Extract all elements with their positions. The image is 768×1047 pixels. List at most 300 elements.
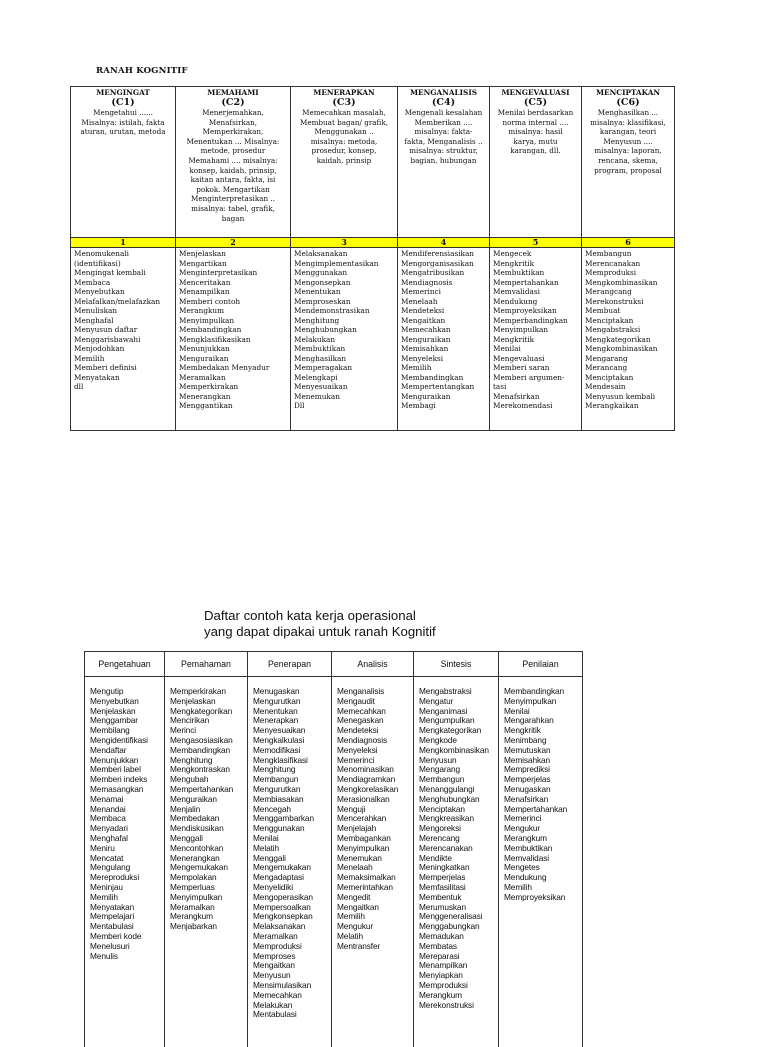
- verb-item: Mengukur: [504, 824, 578, 834]
- verb-item: Merencang: [419, 834, 494, 844]
- verb-item: Merekomendasi: [493, 401, 578, 411]
- table2-title-line1: Daftar contoh kata kerja operasional: [204, 608, 436, 624]
- t1-number-cell: 5: [490, 238, 582, 248]
- t2-header-cell: Analisis: [332, 652, 414, 677]
- verb-item: Mengarang: [419, 765, 494, 775]
- verb-item: Memberi contoh: [179, 297, 287, 307]
- verb-item: Merinci: [170, 726, 243, 736]
- level-description-line: Memberikan ....: [400, 118, 487, 128]
- verb-item: Mengaudit: [337, 697, 409, 707]
- table1-header-row: [71, 87, 675, 238]
- verb-item: Menafsirkan: [493, 392, 578, 402]
- verb-item: Mempertentangkan: [401, 382, 486, 392]
- verb-item: Mengulang: [90, 863, 160, 873]
- table2-verbs-row: [85, 677, 583, 1047]
- verb-item: Membandingkan: [170, 746, 243, 756]
- level-description-line: rencana, skema,: [584, 156, 672, 166]
- verb-item: Mengecek: [493, 249, 578, 259]
- verb-item: Merekonstruksi: [419, 1001, 494, 1011]
- verb-item: Menegaskan: [337, 716, 409, 726]
- table2-title-line2: yang dapat dipakai untuk ranah Kognitif: [204, 624, 436, 640]
- t2-verbs-cell: [499, 677, 583, 1047]
- t1-verbs-cell: [71, 248, 176, 431]
- level-description-line: misalnya: metoda,: [293, 137, 395, 147]
- verb-item: Membagi: [401, 401, 486, 411]
- verb-item: Memasangkan: [90, 785, 160, 795]
- verb-item: Mengemukakan: [253, 863, 327, 873]
- verb-item: Merumuskan: [419, 903, 494, 913]
- verb-item: Mengkombinasikan: [585, 278, 671, 288]
- verb-item: Menampilkan: [419, 961, 494, 971]
- t1-number-cell: 4: [398, 238, 490, 248]
- verb-item: Merangkum: [179, 306, 287, 316]
- verb-item: (identifikasi): [74, 259, 172, 269]
- t2-header-cell: Sintesis: [414, 652, 499, 677]
- verb-item: Memproduksi: [253, 942, 327, 952]
- level-description-line: misalnya: klasifikasi,: [584, 118, 672, 128]
- verb-item: Menghafal: [90, 834, 160, 844]
- verb-item: Mendeteksi: [337, 726, 409, 736]
- verb-item: Mengoperasikan: [253, 893, 327, 903]
- level-description-line: Menerjemahkan,: [178, 108, 288, 118]
- verb-item: Menjelaskan: [90, 707, 160, 717]
- verb-item: Mengasosiasikan: [170, 736, 243, 746]
- verb-item: Mempertahankan: [504, 805, 578, 815]
- verb-item: Mengidentifikasi: [90, 736, 160, 746]
- verb-item: Mengemukakan: [170, 863, 243, 873]
- level-description-line: Menghasilkan ...: [584, 108, 672, 118]
- verb-item: Mereproduksi: [90, 873, 160, 883]
- t1-header-cell: [71, 87, 176, 238]
- level-description-line: misalnya: laporan,: [584, 146, 672, 156]
- verb-item: Menerapkan: [253, 716, 327, 726]
- table2-header-row: [85, 652, 583, 677]
- verb-item: Mentransfer: [337, 942, 409, 952]
- verb-item: Menilai: [504, 707, 578, 717]
- verb-item: Melatih: [337, 932, 409, 942]
- verb-item: Melafalkan/melafazkan: [74, 297, 172, 307]
- verb-item: Membedakan: [170, 814, 243, 824]
- cognitive-domain-table: [70, 86, 675, 431]
- verb-item: Memproyeksikan: [504, 893, 578, 903]
- verb-item: Mempolakan: [170, 873, 243, 883]
- level-name: MENERAPKAN: [293, 88, 395, 97]
- verb-item: Meramalkan: [179, 373, 287, 383]
- level-code: (C4): [400, 97, 487, 108]
- verb-item: Menyimpulkan: [179, 316, 287, 326]
- verb-item: Merasionalkan: [337, 795, 409, 805]
- verb-item: Melakukan: [253, 1001, 327, 1011]
- verb-item: Memfasilitasi: [419, 883, 494, 893]
- verb-item: Mencerahkan: [337, 814, 409, 824]
- verb-item: Menjelajah: [337, 824, 409, 834]
- level-description-line: karya, mutu: [492, 137, 579, 147]
- level-description-line: Menginterpretasikan ..: [178, 194, 288, 204]
- verb-item: Menyimpulkan: [493, 325, 578, 335]
- verb-item: Menggarisbawahi: [74, 335, 172, 345]
- verb-item: Membiasakan: [253, 795, 327, 805]
- verb-item: Membandingkan: [179, 325, 287, 335]
- level-description-line: Misalnya: istilah, fakta: [73, 118, 173, 128]
- verb-item: Mengkonsepkan: [253, 912, 327, 922]
- verb-item: Menandai: [90, 805, 160, 815]
- verb-item: Melaksanakan: [294, 249, 394, 259]
- verb-item: Memilih: [504, 883, 578, 893]
- verb-item: Menunjukkan: [179, 344, 287, 354]
- verb-item: Menyimpulkan: [337, 844, 409, 854]
- verb-item: Memperbandingkan: [493, 316, 578, 326]
- verb-item: Mengatur: [419, 697, 494, 707]
- verb-item: Menyatakan: [90, 903, 160, 913]
- verb-item: Memaksimalkan: [337, 873, 409, 883]
- verb-item: Mengukur: [337, 922, 409, 932]
- verb-item: Merangkaikan: [585, 401, 671, 411]
- verb-item: Memadukan: [419, 932, 494, 942]
- verb-item: Merangcang: [585, 287, 671, 297]
- verb-item: Mengkritik: [504, 726, 578, 736]
- verb-item: Meningkatkan: [419, 863, 494, 873]
- verb-item: Menguraikan: [170, 795, 243, 805]
- t2-header-cell: Penerapan: [248, 652, 332, 677]
- verb-item: Membandingkan: [504, 687, 578, 697]
- verb-item: Menyeleksi: [337, 746, 409, 756]
- verb-item: Menceritakan: [179, 278, 287, 288]
- t1-header-cell: [582, 87, 675, 238]
- verb-item: Membangun: [419, 775, 494, 785]
- t1-verbs-cell: [398, 248, 490, 431]
- verb-item: Mendaftar: [90, 746, 160, 756]
- verb-item: Menjodohkan: [74, 344, 172, 354]
- verb-item: Menominasikan: [337, 765, 409, 775]
- verb-item: Merencanakan: [585, 259, 671, 269]
- verb-item: Memberi indeks: [90, 775, 160, 785]
- t2-verbs-cell: [332, 677, 414, 1047]
- verb-item: Mengklasifikasikan: [179, 335, 287, 345]
- level-name: MENGEVALUASI: [492, 88, 579, 97]
- verb-item: Meniru: [90, 844, 160, 854]
- table1-number-row: [71, 238, 675, 248]
- verb-item: Membuat: [585, 306, 671, 316]
- verb-item: Mengkategorikan: [419, 726, 494, 736]
- t1-verbs-cell: [176, 248, 291, 431]
- verb-item: Menggali: [253, 854, 327, 864]
- level-code: (C3): [293, 97, 395, 108]
- level-description-line: Menafsirkan,: [178, 118, 288, 128]
- verb-item: Membuktikan: [493, 268, 578, 278]
- verb-item: Mengkalkulasi: [253, 736, 327, 746]
- verb-item: Mentabulasi: [253, 1010, 327, 1020]
- verb-item: Memecahkan: [401, 325, 486, 335]
- verb-item: Mendikte: [419, 854, 494, 864]
- verb-item: Menimbang: [504, 736, 578, 746]
- level-description-line: misalnya: fakta-: [400, 127, 487, 137]
- verb-item: Mengkritik: [493, 259, 578, 269]
- verb-item: Memperagakan: [294, 363, 394, 373]
- verb-item: Menguraikan: [401, 392, 486, 402]
- verb-item: Menyeleksi: [401, 354, 486, 364]
- level-description-line: Memperkirakan,: [178, 127, 288, 137]
- verb-item: Menemukan: [337, 854, 409, 864]
- verb-item: Menyesuaikan: [294, 382, 394, 392]
- level-description-line: Menyusun ....: [584, 137, 672, 147]
- verb-item: Mengaitkan: [253, 961, 327, 971]
- level-description-line: bagan: [178, 214, 288, 224]
- level-name: MEMAHAMI: [178, 88, 288, 97]
- level-description-line: bagian, hubungan: [400, 156, 487, 166]
- verb-item: tasi: [493, 382, 578, 392]
- verb-item: Menulis: [90, 952, 160, 962]
- verb-item: Memodifikasi: [253, 746, 327, 756]
- verb-item: Menciptakan: [419, 805, 494, 815]
- verb-item: Meninjau: [90, 883, 160, 893]
- verb-item: Mengkorelasikan: [337, 785, 409, 795]
- verb-item: Mensimulasikan: [253, 981, 327, 991]
- verb-item: Mengutip: [90, 687, 160, 697]
- verb-item: Mencegah: [253, 805, 327, 815]
- verb-item: Menggambarkan: [253, 814, 327, 824]
- verb-item: Menghubungkan: [419, 795, 494, 805]
- verb-item: Mengurutkan: [253, 697, 327, 707]
- verb-item: Memberi kode: [90, 932, 160, 942]
- level-name: MENGANALISIS: [400, 88, 487, 97]
- table1-title: RANAH KOGNITIF: [96, 66, 188, 76]
- verb-item: Mengorganisasikan: [401, 259, 486, 269]
- level-description-line: pokok. Mengartikan: [178, 185, 288, 195]
- verb-item: Membentuk: [419, 893, 494, 903]
- level-description-line: Mengenali kesalahan: [400, 108, 487, 118]
- verb-item: Membangun: [585, 249, 671, 259]
- verb-item: Membaca: [90, 814, 160, 824]
- verb-item: Mengetes: [504, 863, 578, 873]
- verb-item: Menyimpulkan: [170, 893, 243, 903]
- verb-item: Menemukan: [294, 392, 394, 402]
- verb-item: Merangkum: [504, 834, 578, 844]
- t1-number-cell: 1: [71, 238, 176, 248]
- verb-item: Menganimasi: [419, 707, 494, 717]
- level-description-line: prosedur, konsep,: [293, 146, 395, 156]
- verb-item: Menjabarkan: [170, 922, 243, 932]
- t1-header-cell: [291, 87, 398, 238]
- level-code: (C5): [492, 97, 579, 108]
- verb-item: Mendukung: [504, 873, 578, 883]
- t2-verbs-cell: [165, 677, 248, 1047]
- verb-item: Menelaah: [337, 863, 409, 873]
- t1-verbs-cell: [490, 248, 582, 431]
- verb-item: Memperkirakan: [179, 382, 287, 392]
- verb-item: Mengkreasikan: [419, 814, 494, 824]
- verb-item: Dll: [294, 401, 394, 411]
- verb-item: Menghitung: [253, 765, 327, 775]
- verb-item: Memperjelas: [419, 873, 494, 883]
- verb-item: Melatih: [253, 844, 327, 854]
- level-description-line: Membuat bagan/ grafik,: [293, 118, 395, 128]
- verb-item: Menilai: [493, 344, 578, 354]
- verb-item: Menyebutkan: [90, 697, 160, 707]
- t1-number-cell: 3: [291, 238, 398, 248]
- level-name: MENGINGAT: [73, 88, 173, 97]
- verb-item: Mendiferensiasikan: [401, 249, 486, 259]
- verb-item: Menyadari: [90, 824, 160, 834]
- verb-item: Menamai: [90, 795, 160, 805]
- t1-number-cell: 6: [582, 238, 675, 248]
- verb-item: Mengkategorikan: [170, 707, 243, 717]
- verb-item: Melengkapi: [294, 373, 394, 383]
- verb-item: Menugaskan: [504, 785, 578, 795]
- verb-item: Menghasilkan: [294, 354, 394, 364]
- level-description-line: aturan, urutan, metoda: [73, 127, 173, 137]
- verb-item: Membatas: [419, 942, 494, 952]
- level-description-line: Menentukan ... Misalnya:: [178, 137, 288, 147]
- verb-item: Mengoreksi: [419, 824, 494, 834]
- verb-item: Mengkombinasikan: [419, 746, 494, 756]
- verb-item: Menunjukkan: [90, 756, 160, 766]
- level-description-line: program, proposal: [584, 166, 672, 176]
- verb-item: Menggali: [170, 834, 243, 844]
- table1-verbs-row: [71, 248, 675, 431]
- verb-item: Memilih: [337, 912, 409, 922]
- verb-item: Memberi definisi: [74, 363, 172, 373]
- verb-item: Menyusun: [253, 971, 327, 981]
- verb-item: Memproseskan: [294, 297, 394, 307]
- level-description-line: misalnya: struktur,: [400, 146, 487, 156]
- verb-item: Menciptakan: [585, 373, 671, 383]
- verb-item: Menciptakan: [585, 316, 671, 326]
- level-name: MENCIPTAKAN: [584, 88, 672, 97]
- verb-item: Mengurutkan: [253, 785, 327, 795]
- verb-item: Menelaah: [401, 297, 486, 307]
- verb-item: Menjelaskan: [170, 697, 243, 707]
- verb-item: Memberi label: [90, 765, 160, 775]
- level-description-line: karangan, teori: [584, 127, 672, 137]
- verb-item: Memproses: [253, 952, 327, 962]
- verb-item: Memerintahkan: [337, 883, 409, 893]
- verb-item: Menghafal: [74, 316, 172, 326]
- verb-item: Memisahkan: [504, 756, 578, 766]
- verb-item: Membandingkan: [401, 373, 486, 383]
- level-description-line: fakta, Menganalisis ..: [400, 137, 487, 147]
- level-description-line: metode, prosedur: [178, 146, 288, 156]
- level-description-line: Mengetahui ......: [73, 108, 173, 118]
- verb-item: Memerinci: [337, 756, 409, 766]
- verb-item: Meramalkan: [170, 903, 243, 913]
- level-code: (C1): [73, 97, 173, 108]
- verb-item: Mengadaptasi: [253, 873, 327, 883]
- t1-verbs-cell: [291, 248, 398, 431]
- t2-header-cell: Penilaian: [499, 652, 583, 677]
- verb-item: Menggunakan: [253, 824, 327, 834]
- verb-item: Memprediksi: [504, 765, 578, 775]
- verb-item: Menghubungkan: [294, 325, 394, 335]
- verb-item: Memperluas: [170, 883, 243, 893]
- verb-item: Menyatakan: [74, 373, 172, 383]
- verb-item: Mengarang: [585, 354, 671, 364]
- verb-item: Menggantikan: [179, 401, 287, 411]
- verb-item: Membaca: [74, 278, 172, 288]
- level-description-line: misalnya: hasil: [492, 127, 579, 137]
- verb-item: Mengubah: [170, 775, 243, 785]
- verb-item: Mencontohkan: [170, 844, 243, 854]
- verb-item: Merangkum: [419, 991, 494, 1001]
- verb-item: Menyebutkan: [74, 287, 172, 297]
- verb-item: Menguji: [337, 805, 409, 815]
- verb-item: Membangun: [253, 775, 327, 785]
- verb-item: Menyusun kembali: [585, 392, 671, 402]
- verb-item: Memproyeksikan: [493, 306, 578, 316]
- t1-number-cell: 2: [176, 238, 291, 248]
- t2-verbs-cell: [248, 677, 332, 1047]
- verb-item: Menyusun: [419, 756, 494, 766]
- verb-item: Menyusun daftar: [74, 325, 172, 335]
- verb-item: Mendukung: [493, 297, 578, 307]
- verb-item: Membuktikan: [504, 844, 578, 854]
- verb-item: Membuktikan: [294, 344, 394, 354]
- verb-item: Mendesain: [585, 382, 671, 392]
- verb-item: Menyesuaikan: [253, 726, 327, 736]
- t2-verbs-cell: [85, 677, 165, 1047]
- verb-item: Mempelajari: [90, 912, 160, 922]
- verb-item: Menuliskan: [74, 306, 172, 316]
- verb-item: Menampilkan: [179, 287, 287, 297]
- verb-item: Mengedit: [337, 893, 409, 903]
- verb-item: Menyelidiki: [253, 883, 327, 893]
- verb-item: Menghitung: [294, 316, 394, 326]
- verb-item: Mengkontraskan: [170, 765, 243, 775]
- t1-header-cell: [490, 87, 582, 238]
- verb-item: Memproduksi: [585, 268, 671, 278]
- verb-item: Memberi saran: [493, 363, 578, 373]
- verb-item: Memilih: [90, 893, 160, 903]
- level-description-line: misalnya: tabel, grafik,: [178, 204, 288, 214]
- t2-header-cell: Pemahaman: [165, 652, 248, 677]
- verb-item: dll: [74, 382, 172, 392]
- verb-item: Menghitung: [170, 756, 243, 766]
- verb-item: Membilang: [90, 726, 160, 736]
- table2-title: [204, 608, 436, 640]
- verb-item: Mengatribusikan: [401, 268, 486, 278]
- verb-item: Menggambar: [90, 716, 160, 726]
- verb-item: Menyimpulkan: [504, 697, 578, 707]
- verb-item: Menguraikan: [179, 354, 287, 364]
- verb-item: Melaksanakan: [253, 922, 327, 932]
- verb-item: Merencanakan: [419, 844, 494, 854]
- verb-item: Mengkode: [419, 736, 494, 746]
- verb-item: Memilih: [74, 354, 172, 364]
- verb-item: Menggunakan: [294, 268, 394, 278]
- verb-item: Memutuskan: [504, 746, 578, 756]
- level-description-line: kaidah, prinsip: [293, 156, 395, 166]
- verb-item: Mengabstraksi: [419, 687, 494, 697]
- verb-item: Menanggulangi: [419, 785, 494, 795]
- verb-item: Memisahkan: [401, 344, 486, 354]
- verb-item: Memvalidasi: [504, 854, 578, 864]
- t2-header-cell: Pengetahuan: [85, 652, 165, 677]
- verb-item: Mempersoalkan: [253, 903, 327, 913]
- verb-item: Menomukenali: [74, 249, 172, 259]
- level-description-line: Menggunakan ..: [293, 127, 395, 137]
- verb-item: Menugaskan: [253, 687, 327, 697]
- level-description-line: Memahami .... misalnya:: [178, 156, 288, 166]
- level-code: (C2): [178, 97, 288, 108]
- verb-item: Memecahkan: [253, 991, 327, 1001]
- verb-item: Memilih: [401, 363, 486, 373]
- verb-item: Menilai: [253, 834, 327, 844]
- verb-item: Mengonsepkan: [294, 278, 394, 288]
- verb-item: Merangkum: [170, 912, 243, 922]
- verb-item: Memerinci: [401, 287, 486, 297]
- verb-item: Mentabulasi: [90, 922, 160, 932]
- verb-item: Mengkritik: [493, 335, 578, 345]
- verb-item: Mencirikan: [170, 716, 243, 726]
